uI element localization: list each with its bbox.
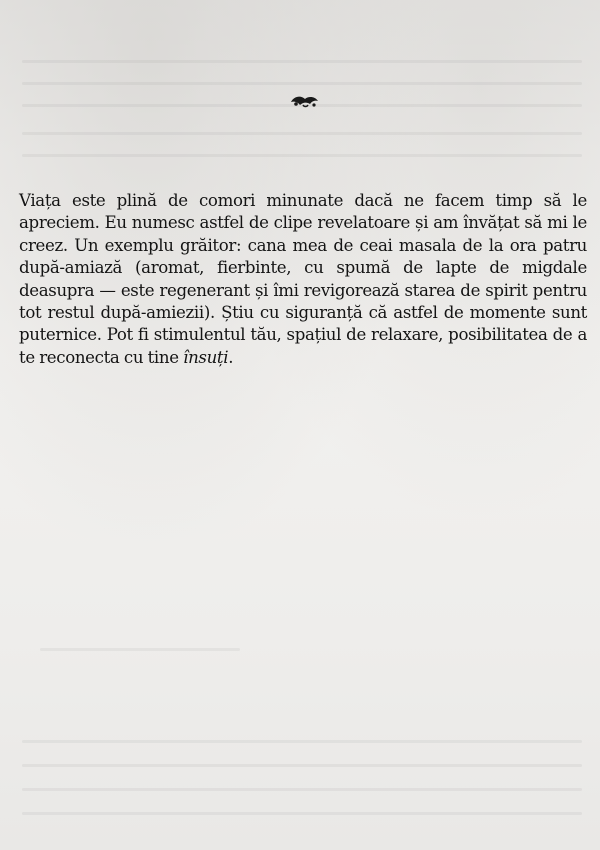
- body-text-end: .: [228, 347, 234, 367]
- bleed-through-line: [22, 740, 582, 743]
- emphasized-word: însuți: [183, 347, 229, 367]
- body-paragraph: [19, 190, 587, 369]
- fleuron-ornament-icon: [288, 93, 322, 109]
- bleed-through-line: [22, 154, 582, 157]
- bleed-through-line: [22, 764, 582, 767]
- body-text: Viața este plină de comori minunate dacă ne facem timp să le apreciem. Eu numesc astfel de clipe revelatoare și am învățat să mi le creez. Un exemplu grăitor: cana mea de ceai masala de la ora patru după-amiază (aromat, fierbinte, cu spumă de lapte de migdale deasupra — este regenerant și îmi revigorează starea de spirit pentru tot restul după-amiezii). Știu cu siguranță că astfel de momente sunt puternice. Pot fi stimulentul tău, spațiul de relaxare, posibilitatea de a te reconecta cu tine: [19, 191, 587, 367]
- bleed-through-line: [22, 60, 582, 63]
- bleed-through-line: [22, 82, 582, 85]
- bleed-through-line: [22, 812, 582, 815]
- bleed-through-line: [22, 788, 582, 791]
- bleed-through-line: [22, 132, 582, 135]
- bleed-through-line: [40, 648, 240, 651]
